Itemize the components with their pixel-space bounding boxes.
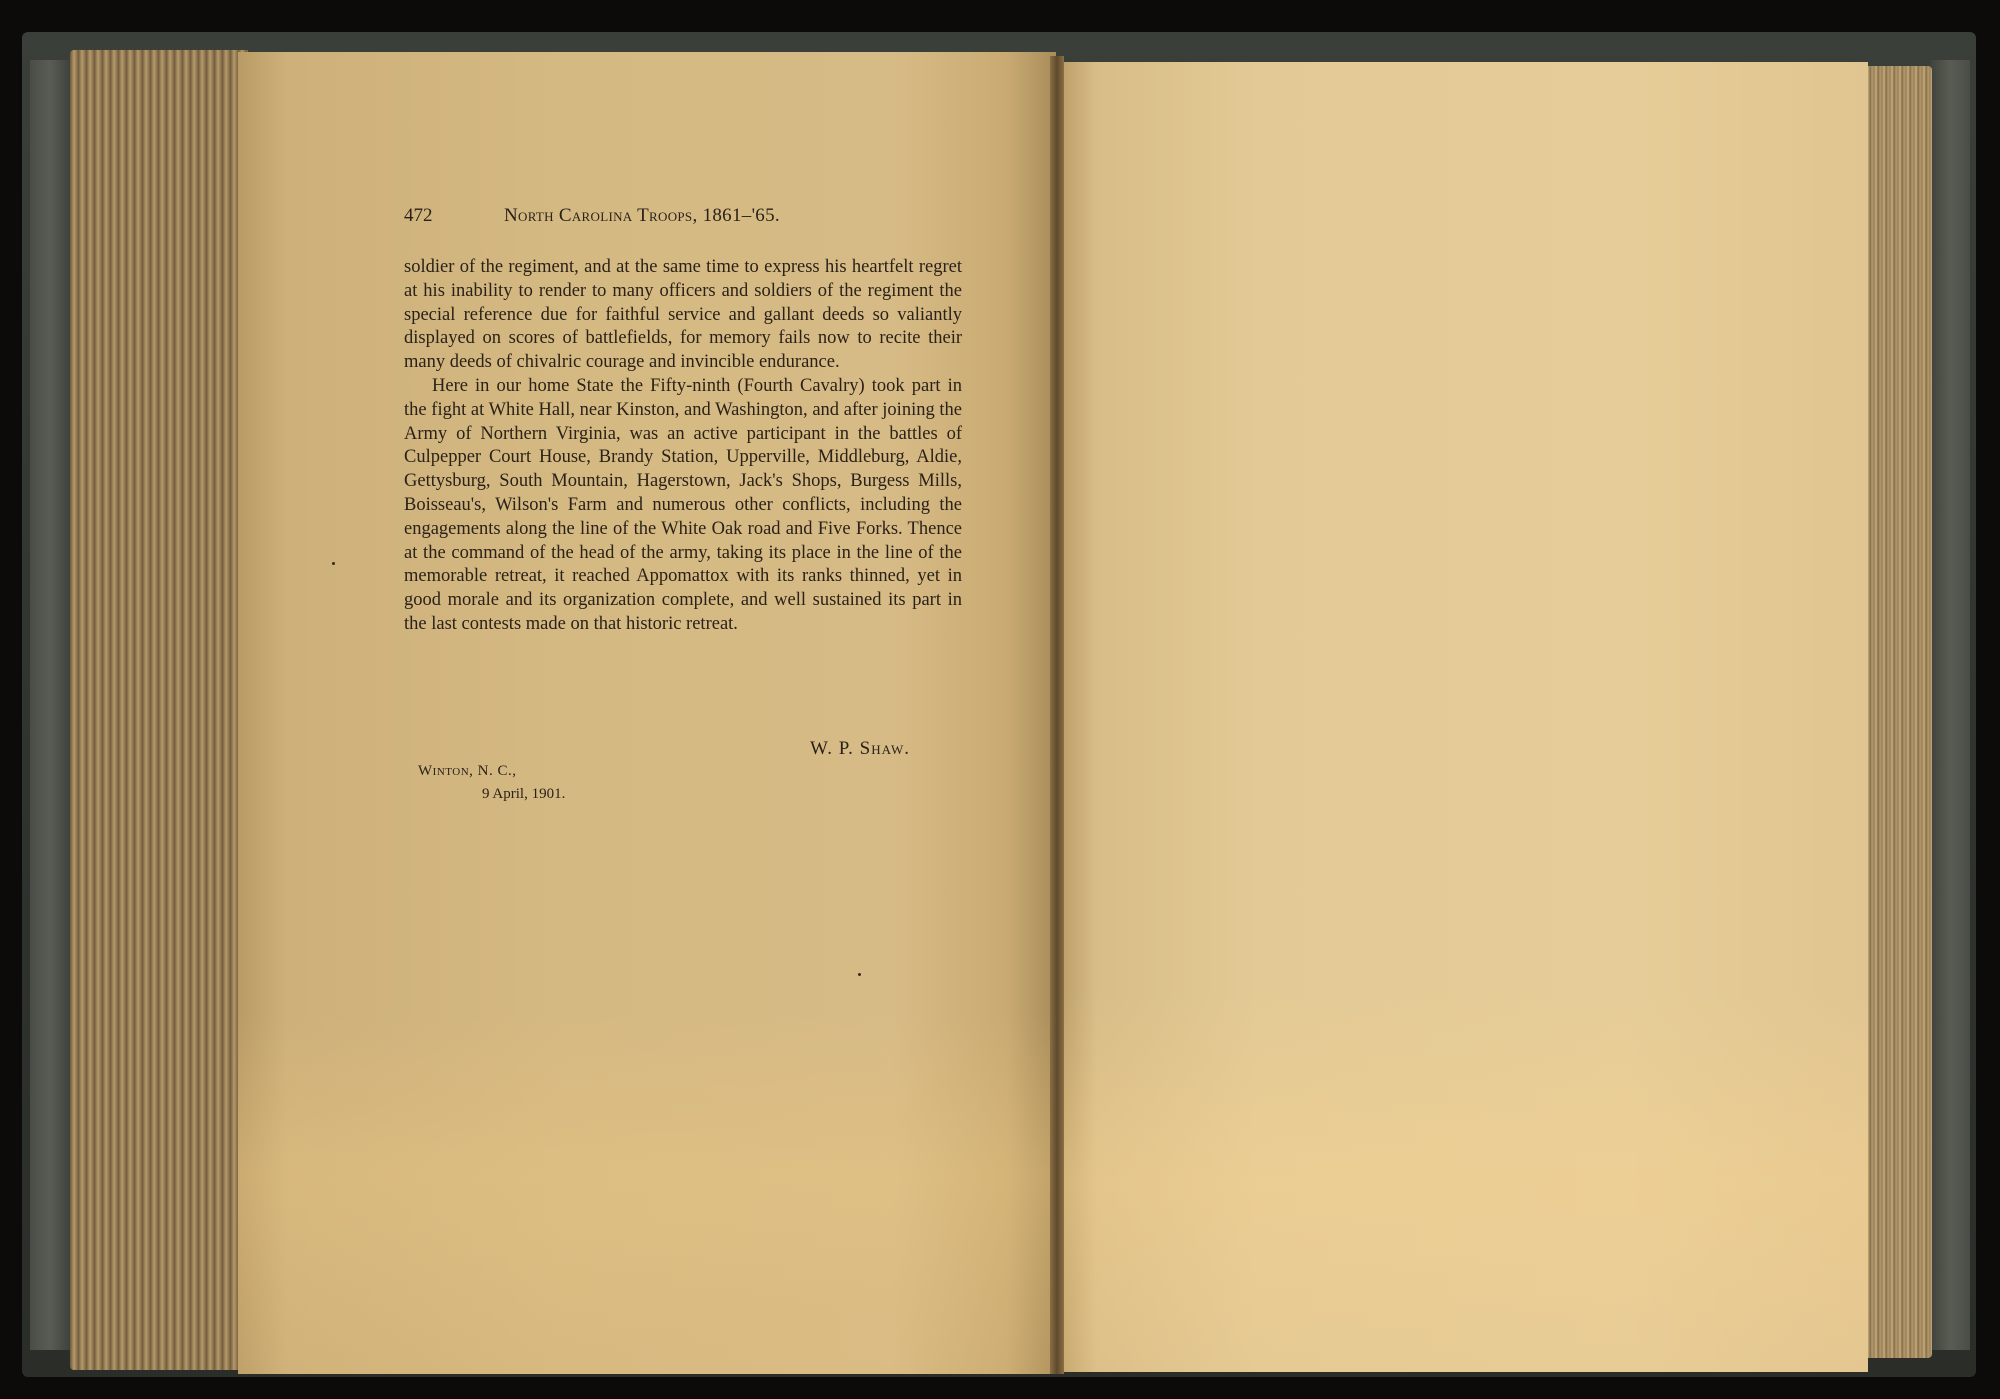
date-line: 9 April, 1901.: [482, 786, 566, 802]
body-text: [404, 256, 962, 637]
left-page: [238, 52, 1056, 1374]
running-header: [404, 205, 924, 227]
running-title: North Carolina Troops, 1861–'65.: [504, 205, 780, 226]
book-gutter: [1050, 56, 1064, 1374]
cover-edge-right: [1930, 60, 1970, 1350]
page-edges-left: [70, 50, 248, 1370]
paragraph: Here in our home State the Fifty-ninth (Fourth Cavalry) took part in the fight at White Hall, near Kinston, and Washington, and after joining the Army of Northern Virginia, was an active participant in the battles of Culpepper Court House, Brandy Station, Upperville, Middleburg, Aldie, Gettysburg, South Mountain, Hagerstown, Jack's Shops, Burgess Mills, Boisseau's, Wilson's Farm and numerous other conflicts, including the engagements along the line of the White Oak road and Five Forks. Thence at the command of the head of the army, taking its place in the line of the memorable retreat, it reached Appomattox with its ranks thinned, yet in good morale and its organization complete, and well sustained its part in the last contests made on that historic retreat.: [404, 375, 962, 634]
cover-edge-left: [30, 60, 70, 1350]
place-line: Winton, N. C.,: [418, 763, 517, 779]
paper-speck: [858, 973, 861, 976]
signature: W. P. Shaw.: [810, 738, 910, 759]
page-number: 472: [404, 205, 433, 226]
paper-speck: [332, 562, 335, 565]
right-page-blank: [1056, 62, 1868, 1372]
paragraph: soldier of the regiment, and at the same time to express his heartfelt regret at his inability to render to many officers and soldiers of the regiment the special reference due for faithful service and gallant deeds so valiantly displayed on scores of battlefields, for memory fails now to recite their many deeds of chivalric courage and invincible endurance.: [404, 257, 962, 373]
page-edges-right: [1862, 66, 1932, 1358]
